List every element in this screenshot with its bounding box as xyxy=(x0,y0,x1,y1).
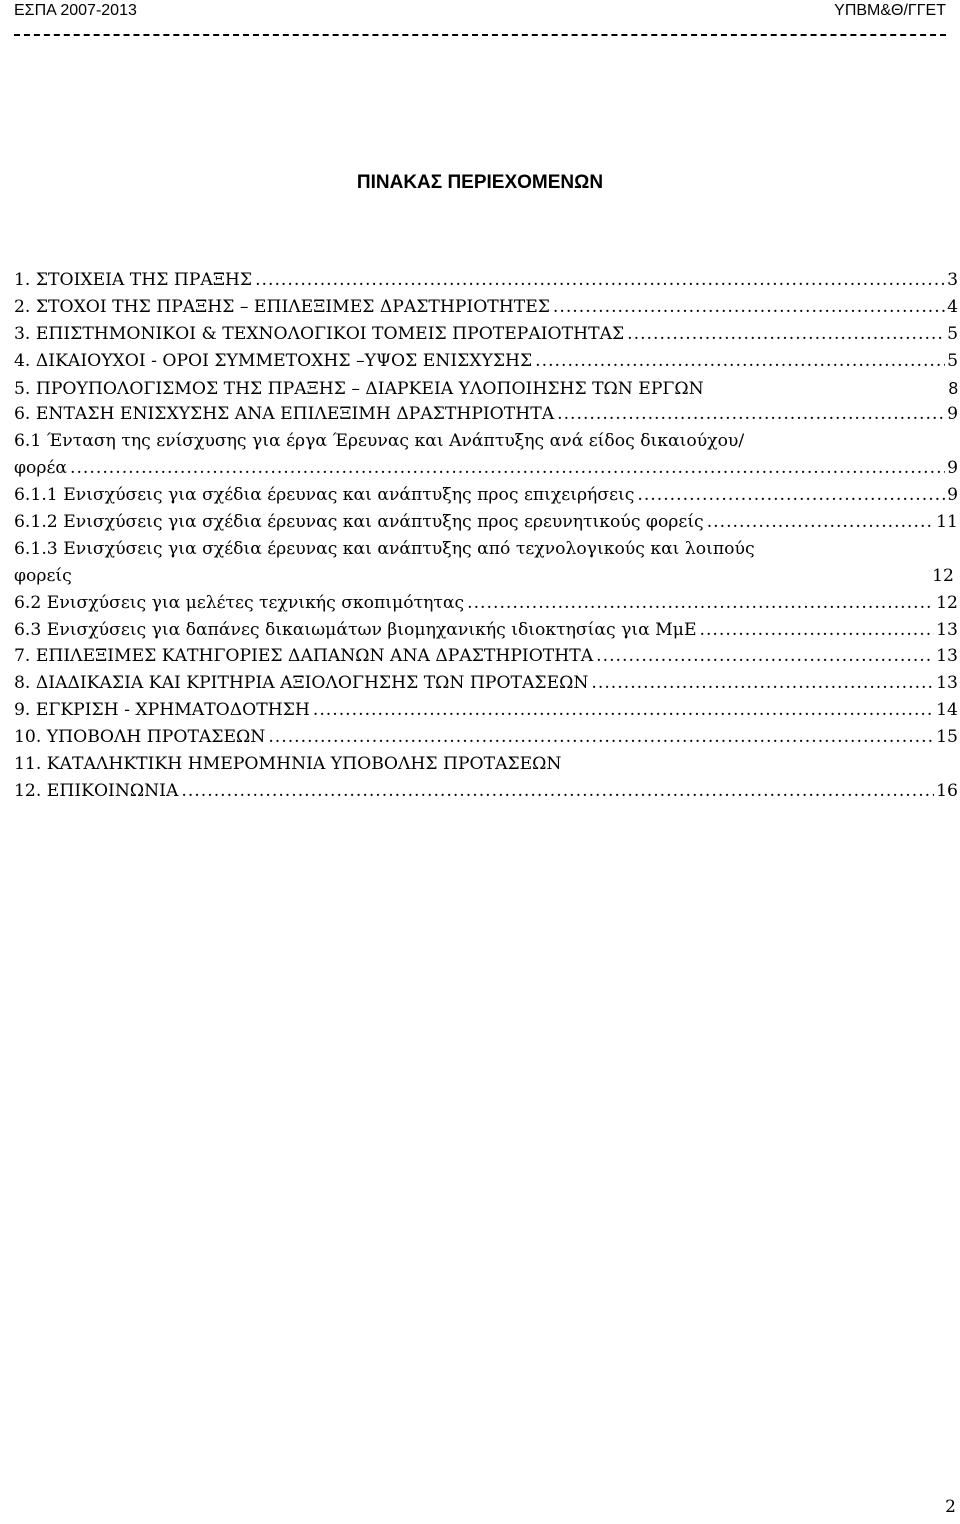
toc-entry[interactable] xyxy=(14,778,958,805)
toc-entry[interactable] xyxy=(14,509,958,536)
toc-entry[interactable] xyxy=(14,617,958,644)
toc-entry-text: φορείς xyxy=(14,565,72,586)
toc-entry[interactable] xyxy=(14,563,958,590)
toc-leader xyxy=(596,643,934,670)
page-number: 2 xyxy=(945,1497,956,1517)
toc-entry[interactable] xyxy=(14,751,958,778)
toc-entry[interactable] xyxy=(14,375,958,402)
toc-entry[interactable] xyxy=(14,670,958,697)
toc-entry-text: φορέα xyxy=(14,458,67,479)
toc-entry-text: 6.1.3 Ενισχύσεις για σχέδια έρευνας και ανάπτυξης από τεχνολογικούς και λοιπούς xyxy=(14,538,755,559)
toc-leader xyxy=(70,455,945,482)
toc-leader xyxy=(535,348,945,375)
toc-leader xyxy=(637,482,945,509)
toc-entry-text: 12. ΕΠΙΚΟΙΝΩΝΙΑ xyxy=(14,780,179,801)
toc-leader xyxy=(255,267,945,294)
toc-entry[interactable] xyxy=(14,348,958,375)
toc-entry-page: 4 xyxy=(947,296,958,317)
toc-entry[interactable] xyxy=(14,401,958,428)
toc-entry[interactable] xyxy=(14,455,958,482)
toc-entry-text: 5. ΠΡΟΥΠΟΛΟΓΙΣΜΟΣ ΤΗΣ ΠΡΑΞΗΣ – ΔΙΑΡΚΕΙΑ ΥΛΟΠΟΙΗΣΗΣ ΤΩΝ ΕΡΓΩΝ xyxy=(14,378,704,399)
toc-leader xyxy=(467,590,934,617)
toc-entry[interactable] xyxy=(14,294,958,321)
toc-entry[interactable] xyxy=(14,321,958,348)
toc-entry-text: 3. ΕΠΙΣΤΗΜΟΝΙΚΟΙ & ΤΕΧΝΟΛΟΓΙΚΟΙ ΤΟΜΕΙΣ ΠΡΟΤΕΡΑΙΟΤΗΤΑΣ xyxy=(14,323,625,344)
toc-entry[interactable] xyxy=(14,643,958,670)
toc-entry-page: 13 xyxy=(936,646,958,667)
toc-leader xyxy=(591,670,934,697)
toc-entry-text: 6.2 Ενισχύσεις για μελέτες τεχνικής σκοπιμότητας xyxy=(14,592,465,613)
toc-entry[interactable] xyxy=(14,267,958,294)
toc-entry-page: 9 xyxy=(947,404,958,425)
page-header xyxy=(14,0,946,22)
toc-entry-page: 9 xyxy=(947,458,958,479)
header-divider xyxy=(14,34,946,36)
toc-entry[interactable] xyxy=(14,724,958,751)
toc-entry-text: 6. ΕΝΤΑΣΗ ΕΝΙΣΧΥΣΗΣ ΑΝΑ ΕΠΙΛΕΞΙΜΗ ΔΡΑΣΤΗΡΙΟΤΗΤΑ xyxy=(14,404,555,425)
toc-entry-page: 3 xyxy=(947,270,958,290)
toc-entry-text: 2. ΣΤΟΧΟΙ ΤΗΣ ΠΡΑΞΗΣ – ΕΠΙΛΕΞΙΜΕΣ ΔΡΑΣΤΗΡΙΟΤΗΤΕΣ xyxy=(14,296,550,317)
toc-entry[interactable] xyxy=(14,697,958,724)
toc-entry-page: 12 xyxy=(932,565,954,586)
toc-entry-text: 11. ΚΑΤΑΛΗΚΤΙΚΗ ΗΜΕΡΟΜΗΝΙΑ ΥΠΟΒΟΛΗΣ ΠΡΟΤΑΣΕΩΝ xyxy=(14,754,562,775)
toc-entry-page: 5 xyxy=(947,350,958,371)
toc-entry-text: 4. ΔΙΚΑΙΟΥΧΟΙ - ΟΡΟΙ ΣΥΜΜΕΤΟΧΗΣ –ΥΨΟΣ ΕΝΙΣΧΥΣΗΣ xyxy=(14,350,533,371)
toc-leader xyxy=(700,617,935,644)
toc-title: ΠΙΝΑΚΑΣ ΠΕΡΙΕΧΟΜΕΝΩΝ xyxy=(356,172,604,193)
toc-entry-text: 6.1.2 Ενισχύσεις για σχέδια έρευνας και ανάπτυξης προς ερευνητικούς φορείς xyxy=(14,512,704,533)
toc-entry-page: 5 xyxy=(947,323,958,344)
toc-entry-text: 6.1 Ένταση της ενίσχυσης για έργα Έρευνας και Ανάπτυξης ανά είδος δικαιούχου/ xyxy=(14,431,745,452)
toc-entry-text: 10. ΥΠΟΒΟΛΗ ΠΡΟΤΑΣΕΩΝ xyxy=(14,727,266,748)
toc-entry-page: 13 xyxy=(936,619,958,640)
toc-leader xyxy=(181,778,934,805)
toc-entry[interactable] xyxy=(14,536,958,563)
toc-entry[interactable] xyxy=(14,428,958,455)
toc-entry-page: 13 xyxy=(936,673,958,694)
toc-leader xyxy=(707,509,934,536)
toc-leader xyxy=(557,401,945,428)
header-ministry: ΥΠΒΜ&Θ/ΓΓΕΤ xyxy=(834,2,946,19)
toc-entry-text: 9. ΕΓΚΡΙΣΗ - ΧΡΗΜΑΤΟΔΟΤΗΣΗ xyxy=(14,700,310,721)
header-program: ΕΣΠΑ 2007-2013 xyxy=(14,2,137,19)
toc-entry-page: 9 xyxy=(947,485,958,506)
table-of-contents xyxy=(14,267,958,805)
toc-leader xyxy=(268,724,934,751)
toc-entry[interactable] xyxy=(14,482,958,509)
toc-entry[interactable] xyxy=(14,590,958,617)
toc-entry-page: 11 xyxy=(936,512,958,533)
toc-entry-page: 14 xyxy=(936,700,958,721)
toc-leader xyxy=(553,294,945,321)
toc-entry-page: 15 xyxy=(936,727,958,748)
toc-entry-text: 6.1.1 Ενισχύσεις για σχέδια έρευνας και ανάπτυξης προς επιχειρήσεις xyxy=(14,485,635,506)
toc-entry-page: 8 xyxy=(948,377,958,398)
toc-entry-text: 6.3 Ενισχύσεις για δαπάνες δικαιωμάτων βιομηχανικής ιδιοκτησίας για ΜμΕ xyxy=(14,619,697,640)
toc-leader xyxy=(313,697,934,724)
toc-entry-text: 7. ΕΠΙΛΕΞΙΜΕΣ ΚΑΤΗΓΟΡΙΕΣ ΔΑΠΑΝΩΝ ΑΝΑ ΔΡΑΣΤΗΡΙΟΤΗΤΑ xyxy=(14,646,594,667)
toc-leader xyxy=(627,321,945,348)
toc-entry-page: 12 xyxy=(936,592,958,613)
toc-entry-text: 8. ΔΙΑΔΙΚΑΣΙΑ ΚΑΙ ΚΡΙΤΗΡΙΑ ΑΞΙΟΛΟΓΗΣΗΣ ΤΩΝ ΠΡΟΤΑΣΕΩΝ xyxy=(14,673,589,694)
toc-entry-page: 16 xyxy=(936,780,958,801)
toc-entry-text: 1. ΣΤΟΙΧΕΙΑ ΤΗΣ ΠΡΑΞΗΣ xyxy=(14,270,253,290)
